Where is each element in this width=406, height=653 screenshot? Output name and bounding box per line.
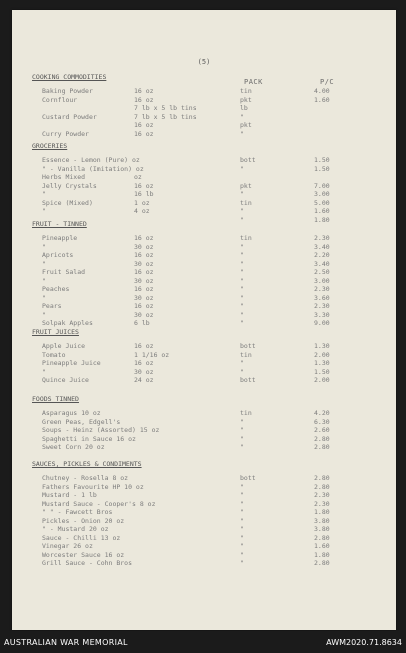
- item-price: 1.60: [314, 542, 330, 550]
- item-pack: ": [240, 310, 244, 319]
- item-quantity: 16 oz: [134, 121, 154, 129]
- item-name: ": [42, 207, 46, 215]
- item-name: ": [42, 190, 46, 198]
- item-price: 3.40: [314, 242, 330, 251]
- item-pack: ": [240, 359, 244, 367]
- item-pack: bott: [240, 376, 256, 384]
- page-number: (5): [197, 58, 211, 66]
- section-title: SAUCES, PICKLES & CONDIMENTS: [32, 460, 142, 468]
- item-name: Grill Sauce - Cohn Bros: [42, 559, 133, 567]
- item-pack: ": [240, 516, 244, 525]
- item-pack: ": [240, 190, 244, 198]
- item-name: Sauce - Chilli 13 oz: [42, 533, 121, 542]
- item-price: 4.00: [314, 87, 330, 95]
- item-quantity: 16 oz: [134, 181, 154, 190]
- item-pack: ": [240, 443, 244, 451]
- item-name: Pineapple: [42, 234, 78, 242]
- section-title: COOKING COMMODITIES: [32, 73, 107, 81]
- document-page: [12, 10, 396, 630]
- item-price: 2.80: [314, 443, 330, 451]
- item-name: Spice (Mixed): [42, 198, 93, 207]
- item-price: 2.30: [314, 499, 330, 508]
- item-pack: tin: [240, 234, 252, 242]
- item-price: 1.80: [314, 550, 330, 559]
- item-pack: ": [240, 559, 244, 567]
- item-pack: tin: [240, 409, 252, 417]
- footer-bar: [0, 631, 406, 653]
- item-price: 7.00: [314, 181, 330, 190]
- section-title: GROCERIES: [32, 142, 68, 150]
- item-price: 2.30: [314, 302, 330, 310]
- item-pack: ": [240, 482, 244, 491]
- item-pack: ": [240, 302, 244, 310]
- item-quantity: 24 oz: [134, 376, 154, 384]
- pack-column-header: PACK: [244, 78, 263, 86]
- section-title: FRUIT - TINNED: [32, 220, 87, 228]
- item-pack: tin: [240, 87, 252, 95]
- item-quantity: 16 lb: [134, 190, 154, 198]
- item-pack: ": [240, 207, 244, 215]
- item-pack: ": [240, 259, 244, 268]
- item-quantity: 1 1/16 oz: [134, 350, 170, 359]
- item-quantity: 30 oz: [134, 276, 154, 285]
- item-name: Vinegar 26 oz: [42, 542, 93, 550]
- item-name: Fruit Salad: [42, 268, 86, 276]
- item-price: 3.00: [314, 276, 330, 285]
- item-name: ": [42, 367, 46, 376]
- item-price: 2.80: [314, 559, 330, 567]
- item-quantity: 7 lb x 5 lb tins: [134, 104, 197, 112]
- item-pack: ": [240, 268, 244, 276]
- item-price: 1.50: [314, 164, 330, 173]
- item-name: Pears: [42, 302, 62, 310]
- item-name: Sweet Corn 20 oz: [42, 443, 105, 451]
- item-quantity: 30 oz: [134, 259, 154, 268]
- item-pack: ": [240, 251, 244, 259]
- item-quantity: 30 oz: [134, 310, 154, 319]
- item-name: Jelly Crystals: [42, 181, 97, 190]
- item-name: Curry Powder: [42, 129, 89, 138]
- item-price: 1.60: [314, 95, 330, 104]
- item-pack: ": [240, 491, 244, 499]
- item-name: " " - Fawcett Bros: [42, 508, 113, 516]
- list-item: [12, 443, 396, 452]
- item-quantity: 1 oz: [134, 198, 150, 207]
- item-price: 1.30: [314, 359, 330, 367]
- item-name: Solpak Apples: [42, 319, 93, 327]
- item-name: Apricots: [42, 251, 74, 259]
- item-name: ": [42, 259, 46, 268]
- item-name: Spaghetti in Sauce 16 oz: [42, 434, 136, 443]
- item-price: 2.00: [314, 350, 330, 359]
- item-price: 3.00: [314, 190, 330, 198]
- item-name: Green Peas, Edgell's: [42, 417, 121, 426]
- item-price: 3.80: [314, 525, 330, 533]
- item-pack: ": [240, 499, 244, 508]
- item-pack: ": [240, 319, 244, 327]
- item-quantity: oz: [134, 173, 142, 181]
- item-price: 2.30: [314, 491, 330, 499]
- item-name: ": [42, 242, 46, 251]
- section-title: FOODS TINNED: [32, 395, 79, 403]
- list-item: [12, 559, 396, 568]
- item-price: 2.80: [314, 482, 330, 491]
- item-quantity: 16 oz: [134, 285, 154, 293]
- item-name: Mustard Sauce - Cooper's 8 oz: [42, 499, 156, 508]
- item-pack: ": [240, 129, 244, 138]
- item-quantity: 16 oz: [134, 268, 154, 276]
- item-price: 2.00: [314, 376, 330, 384]
- item-name: Worcester Sauce 16 oz: [42, 550, 125, 559]
- item-quantity: 30 oz: [134, 293, 154, 302]
- item-name: Apple Juice: [42, 342, 86, 350]
- item-quantity: 4 oz: [134, 207, 150, 215]
- item-name: Baking Powder: [42, 87, 93, 95]
- item-price: 1.30: [314, 342, 330, 350]
- item-price: 3.40: [314, 259, 330, 268]
- item-quantity: 16 oz: [134, 87, 154, 95]
- item-pack: ": [240, 434, 244, 443]
- item-pack: ": [240, 508, 244, 516]
- item-quantity: 16 oz: [134, 95, 154, 104]
- item-name: Fathers Favourite HP 10 oz: [42, 482, 144, 491]
- item-name: Tomato: [42, 350, 66, 359]
- item-name: " - Vanilla (Imitation) oz: [42, 164, 144, 173]
- item-quantity: 6 lb: [134, 319, 150, 327]
- item-price: 1.80: [314, 215, 330, 224]
- source-label: AUSTRALIAN WAR MEMORIAL: [4, 638, 128, 647]
- item-price: 3.60: [314, 293, 330, 302]
- item-price: 5.00: [314, 198, 330, 207]
- item-name: Custard Powder: [42, 112, 97, 121]
- item-price: 2.60: [314, 426, 330, 434]
- item-pack: ": [240, 367, 244, 376]
- item-quantity: 16 oz: [134, 251, 154, 259]
- item-quantity: 7 lb x 5 lb tins: [134, 112, 197, 121]
- item-price: 2.80: [314, 533, 330, 542]
- item-name: Cornflour: [42, 95, 78, 104]
- item-price: 2.80: [314, 434, 330, 443]
- item-price: 1.50: [314, 367, 330, 376]
- item-name: ": [42, 310, 46, 319]
- item-quantity: 16 oz: [134, 129, 154, 138]
- item-price: 2.50: [314, 268, 330, 276]
- item-pack: pkt: [240, 121, 252, 129]
- item-pack: ": [240, 164, 244, 173]
- item-quantity: 30 oz: [134, 367, 154, 376]
- item-pack: ": [240, 542, 244, 550]
- item-price: 2.30: [314, 285, 330, 293]
- list-item: [12, 319, 396, 328]
- item-price: 2.20: [314, 251, 330, 259]
- item-name: Herbs Mixed: [42, 173, 86, 181]
- item-name: " - Mustard 20 oz: [42, 525, 109, 533]
- item-pack: ": [240, 417, 244, 426]
- item-pack: pkt: [240, 95, 252, 104]
- item-quantity: 30 oz: [134, 242, 154, 251]
- item-price: 3.80: [314, 516, 330, 525]
- item-name: Essence - Lemon (Pure) oz: [42, 156, 140, 164]
- list-item: [12, 376, 396, 385]
- item-pack: ": [240, 276, 244, 285]
- item-pack: tin: [240, 198, 252, 207]
- item-pack: bott: [240, 156, 256, 164]
- section-title: FRUIT JUICES: [32, 328, 79, 336]
- item-name: Soups - Heinz (Assorted) 15 oz: [42, 426, 160, 434]
- item-pack: ": [240, 426, 244, 434]
- item-pack: ": [240, 525, 244, 533]
- item-name: Pickles - Onion 20 oz: [42, 516, 125, 525]
- item-name: ": [42, 276, 46, 285]
- item-name: Mustard - 1 lb: [42, 491, 97, 499]
- item-price: 1.80: [314, 508, 330, 516]
- item-quantity: 16 oz: [134, 234, 154, 242]
- item-name: Asparagus 10 oz: [42, 409, 101, 417]
- item-price: 6.30: [314, 417, 330, 426]
- item-pack: bott: [240, 474, 256, 482]
- reference-number: AWM2020.71.8634: [326, 638, 402, 647]
- item-pack: ": [240, 285, 244, 293]
- item-name: Peaches: [42, 285, 70, 293]
- item-pack: bott: [240, 342, 256, 350]
- item-price: 2.80: [314, 474, 330, 482]
- item-price: 1.50: [314, 156, 330, 164]
- item-price: 3.30: [314, 310, 330, 319]
- item-pack: ": [240, 550, 244, 559]
- item-price: 1.60: [314, 207, 330, 215]
- item-pack: ": [240, 112, 244, 121]
- item-pack: ": [240, 293, 244, 302]
- item-quantity: 16 oz: [134, 359, 154, 367]
- item-price: 2.30: [314, 234, 330, 242]
- item-pack: ": [240, 533, 244, 542]
- item-name: ": [42, 293, 46, 302]
- list-item: [12, 130, 396, 139]
- item-name: Pineapple Juice: [42, 359, 101, 367]
- item-pack: ": [240, 215, 244, 224]
- item-pack: lb: [240, 104, 248, 112]
- item-pack: ": [240, 242, 244, 251]
- item-quantity: 16 oz: [134, 342, 154, 350]
- price-column-header: P/C: [320, 78, 335, 86]
- item-name: Quince Juice: [42, 376, 89, 384]
- item-pack: tin: [240, 350, 252, 359]
- item-price: 9.00: [314, 319, 330, 327]
- item-name: Chutney - Rosella 8 oz: [42, 474, 129, 482]
- item-quantity: 16 oz: [134, 302, 154, 310]
- item-price: 4.20: [314, 409, 330, 417]
- item-pack: pkt: [240, 181, 252, 190]
